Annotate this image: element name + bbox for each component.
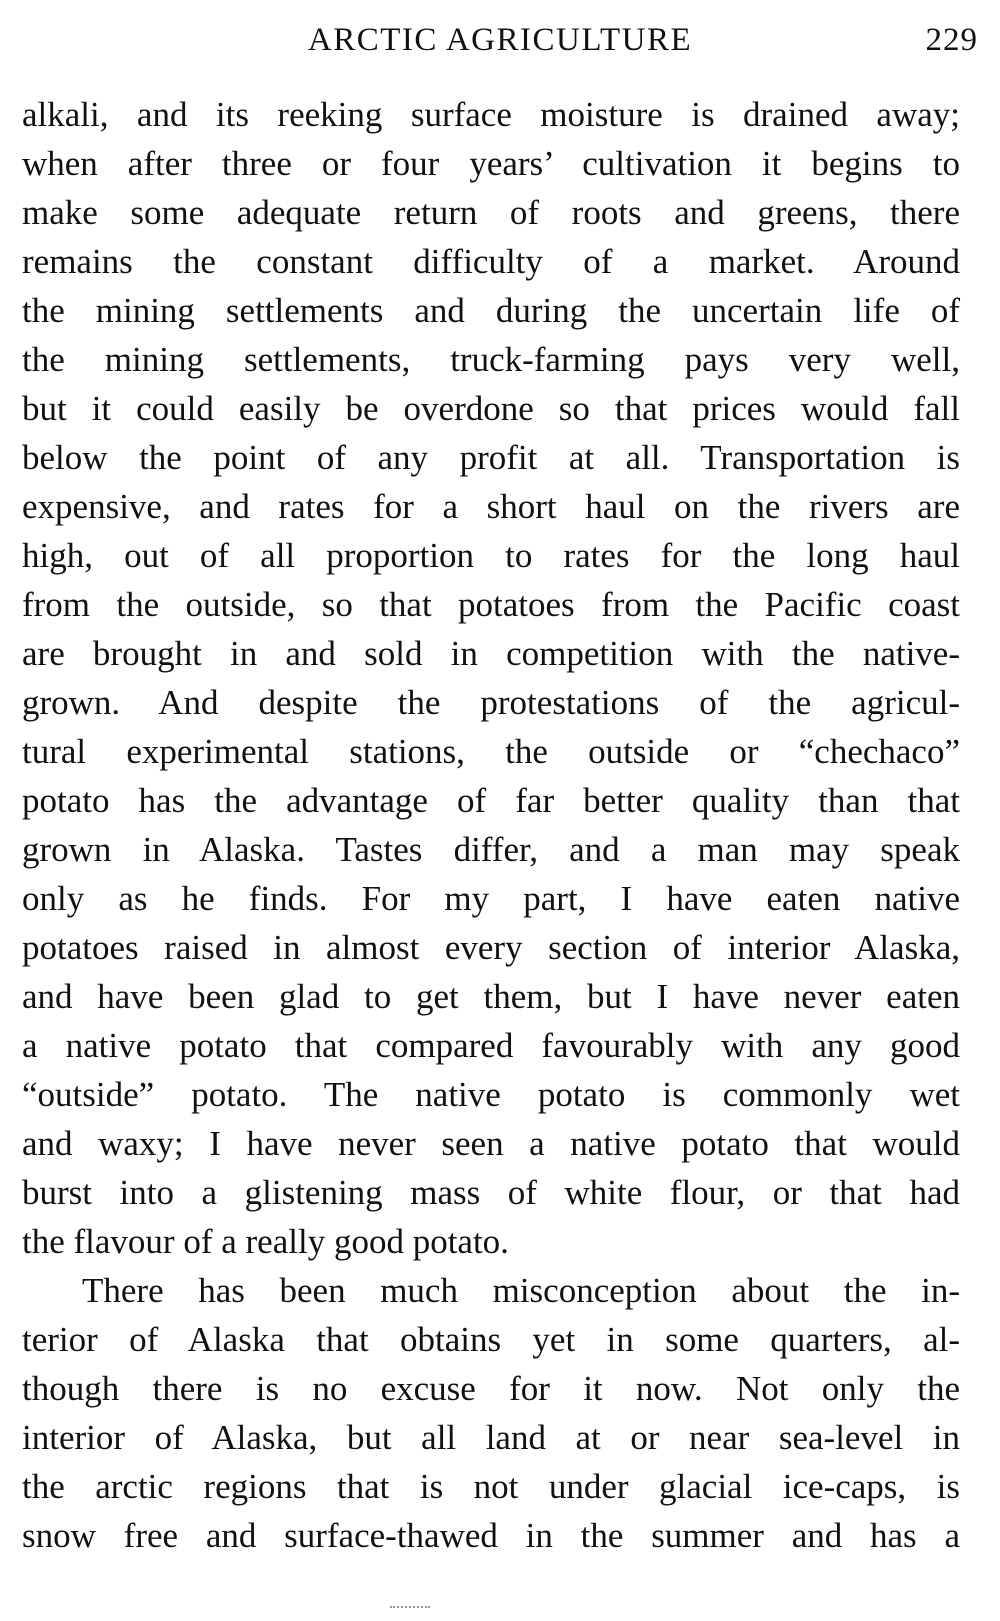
text-line: expensive, and rates for a short haul on the rivers are [22, 487, 960, 526]
text-line: tural experimental stations, the outside or “chechaco” [22, 732, 960, 771]
text-line: and waxy; I have never seen a native potato that would [22, 1124, 960, 1163]
text-line: but it could easily be overdone so that prices would fall [22, 389, 960, 428]
text-line: potato has the advantage of far better quality than that [22, 781, 960, 820]
text-line: a native potato that compared favourably with any good [22, 1026, 960, 1065]
text-line: remains the constant difficulty of a market. Around [22, 242, 960, 281]
text-line: terior of Alaska that obtains yet in some quarters, al- [22, 1320, 960, 1359]
text-line: burst into a glistening mass of white flour, or that had [22, 1173, 960, 1212]
text-line: when after three or four years’ cultivation it begins to [22, 144, 960, 183]
text-line: the arctic regions that is not under glacial ice-caps, is [22, 1467, 960, 1506]
text-line: the flavour of a really good potato. [22, 1222, 509, 1261]
text-line: from the outside, so that potatoes from the Pacific coast [22, 585, 960, 624]
print-mark [390, 1606, 430, 1611]
text-line: snow free and surface-thawed in the summer and has a [22, 1516, 960, 1555]
running-title: ARCTIC AGRICULTURE [307, 22, 693, 58]
text-line: alkali, and its reeking surface moisture is drained away; [22, 95, 960, 134]
text-line: and have been glad to get them, but I have never eaten [22, 977, 960, 1016]
text-line: interior of Alaska, but all land at or near sea-level in [22, 1418, 960, 1457]
body-text [22, 90, 960, 1560]
paragraph-1 [22, 90, 960, 1266]
text-line: the mining settlements and during the uncertain life of [22, 291, 960, 330]
text-line: make some adequate return of roots and greens, there [22, 193, 960, 232]
text-line: though there is no excuse for it now. Not only the [22, 1369, 960, 1408]
text-line: the mining settlements, truck-farming pays very well, [22, 340, 960, 379]
text-line: grown in Alaska. Tastes differ, and a man may speak [22, 830, 960, 869]
text-line: only as he finds. For my part, I have eaten native [22, 879, 960, 918]
paragraph-2 [22, 1266, 960, 1560]
text-line: high, out of all proportion to rates for the long haul [22, 536, 960, 575]
text-line: grown. And despite the protestations of the agricul- [22, 683, 960, 722]
text-line: are brought in and sold in competition with the native- [22, 634, 960, 673]
text-line: There has been much misconception about the in- [82, 1271, 960, 1310]
running-head [22, 18, 978, 62]
text-line: below the point of any profit at all. Transportation is [22, 438, 960, 477]
page-number: 229 [925, 22, 978, 58]
text-line: “outside” potato. The native potato is commonly wet [22, 1075, 960, 1114]
text-line: potatoes raised in almost every section of interior Alaska, [22, 928, 960, 967]
